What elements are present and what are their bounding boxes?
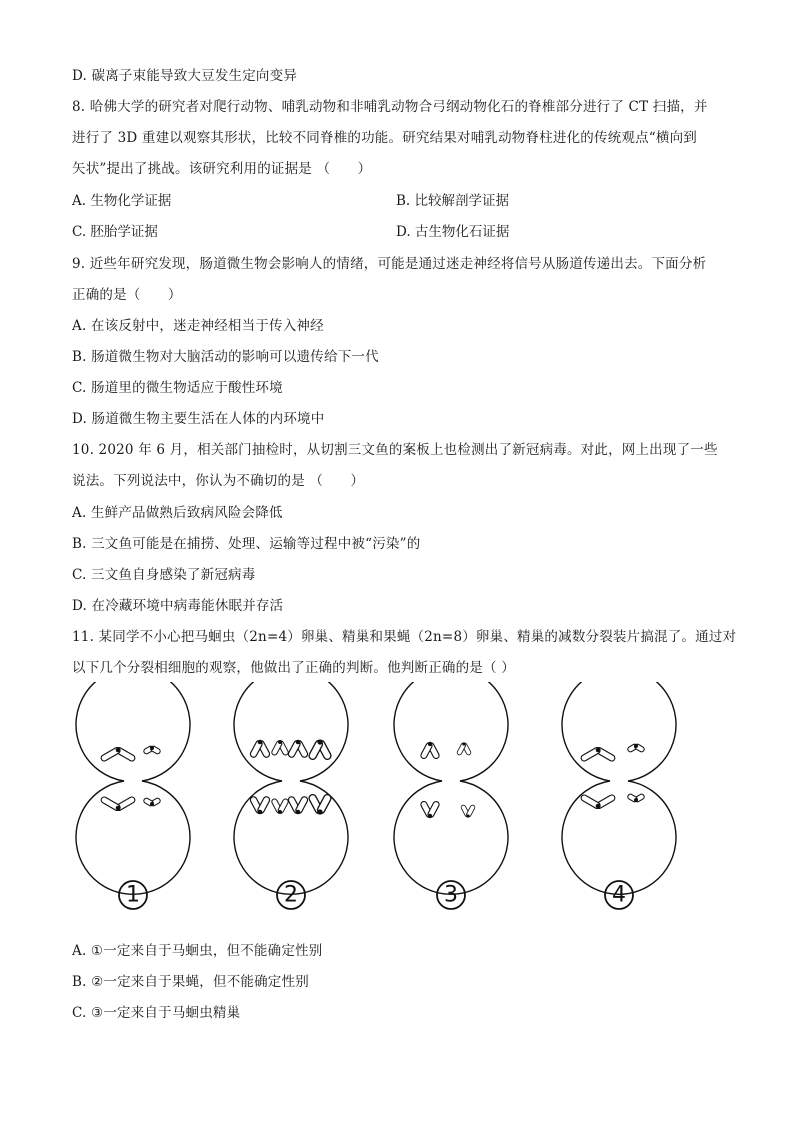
- q11-stem-line-2: 以下几个分裂相细胞的观察，他做出了正确的判断。他判断正确的是（ ）: [72, 660, 515, 676]
- cell-1: [76, 682, 190, 894]
- q8-stem-line-3: 矢状”提出了挑战。该研究利用的证据是 （ ）: [72, 161, 372, 177]
- q8-option-b: B. 比较解剖学证据: [396, 193, 510, 209]
- q11-option-c: C. ③一定来自于马蛔虫精巢: [72, 1005, 241, 1021]
- q11-option-b: B. ②一定来自于果蝇，但不能确定性别: [72, 974, 309, 990]
- q11-stem-line-1: 11. 某同学不小心把马蛔虫（2n=4）卵巢、精巢和果蝇（2n=8）卵巢、精巢的减数分裂装片搞混了。通过对: [72, 629, 737, 645]
- cell-1-label: [119, 881, 147, 909]
- q10-option-c: C. 三文鱼自身感染了新冠病毒: [72, 567, 256, 583]
- q10-option-b: B. 三文鱼可能是在捕捞、处理、运输等过程中被“污染”的: [72, 536, 421, 552]
- cell-4-label: [605, 881, 633, 909]
- q9-option-c: C. 肠道里的微生物适应于酸性环境: [72, 380, 283, 396]
- cell-3-label: [437, 881, 465, 909]
- q8-option-d: D. 古生物化石证据: [396, 224, 510, 240]
- q11-option-a: A. ①一定来自于马蛔虫，但不能确定性别: [72, 943, 323, 959]
- cell-division-diagram: [70, 682, 700, 914]
- cell-2-label: [277, 881, 305, 909]
- q9-stem-line-2: 正确的是（ ）: [72, 287, 182, 303]
- q7-option-d: D. 碳离子束能导致大豆发生定向变异: [72, 68, 298, 84]
- q10-option-d: D. 在冷藏环境中病毒能休眠并存活: [72, 598, 284, 614]
- q8-option-a: A. 生物化学证据: [72, 193, 172, 209]
- q10-option-a: A. 生鲜产品做熟后致病风险会降低: [72, 505, 283, 521]
- svg-text:3: 3: [444, 882, 458, 908]
- cell-3: [394, 682, 508, 894]
- svg-text:2: 2: [284, 882, 298, 908]
- q8-stem-line-2: 进行了 3D 重建以观察其形状，比较不同脊椎的功能。研究结果对哺乳动物脊柱进化的传统观点“横向到: [72, 130, 697, 146]
- q9-option-b: B. 肠道微生物对大脑活动的影响可以遗传给下一代: [72, 349, 379, 365]
- q9-option-d: D. 肠道微生物主要生活在人体的内环境中: [72, 411, 325, 427]
- cell-4: [562, 682, 676, 894]
- q10-stem-line-2: 说法。下列说法中，你认为不确切的是 （ ）: [72, 473, 365, 489]
- svg-text:4: 4: [612, 882, 626, 908]
- q10-stem-line-1: 10. 2020 年 6 月，相关部门抽检时，从切割三文鱼的案板上也检测出了新冠病毒。对此，网上出现了一些: [72, 442, 718, 458]
- q9-option-a: A. 在该反射中，迷走神经相当于传入神经: [72, 318, 324, 334]
- cell-2: [234, 682, 348, 894]
- q8-option-c: C. 胚胎学证据: [72, 224, 158, 240]
- svg-text:1: 1: [126, 882, 140, 908]
- q9-stem-line-1: 9. 近些年研究发现，肠道微生物会影响人的情绪，可能是通过迷走神经将信号从肠道传递出去。下面分析: [72, 256, 707, 272]
- q8-stem-line-1: 8. 哈佛大学的研究者对爬行动物、哺乳动物和非哺乳动物合弓纲动物化石的脊椎部分进行了 CT 扫描，并: [72, 99, 708, 115]
